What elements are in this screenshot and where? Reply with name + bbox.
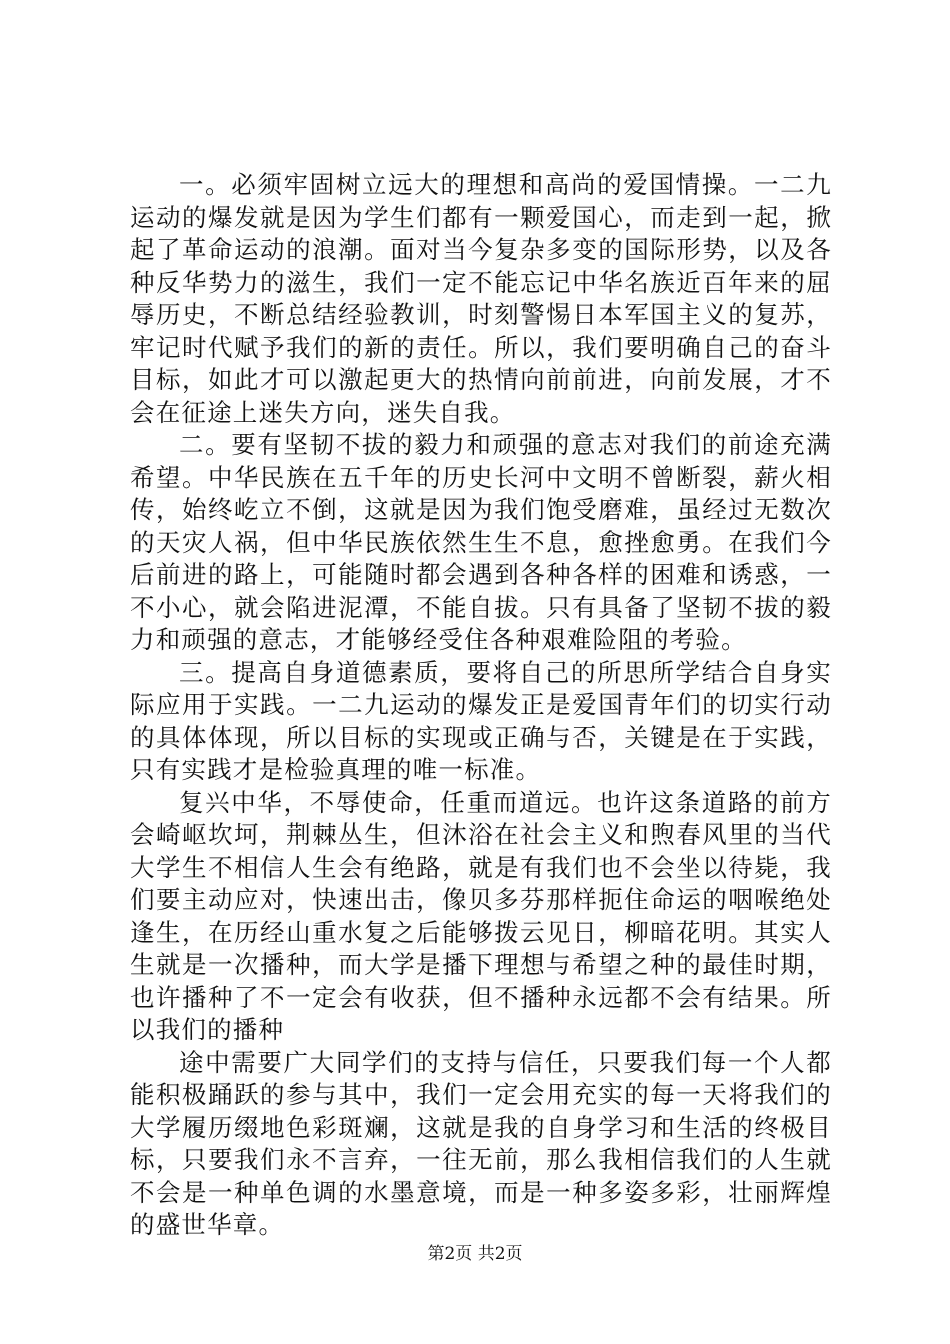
document-body	[130, 169, 832, 1242]
paragraph-2: 二。要有坚韧不拔的毅力和顽强的意志对我们的前途充满希望。中华民族在五千年的历史长河中文明不曾断裂，薪火相传，始终屹立不倒，这就是因为我们饱受磨难，虽经过无数次的天灾人祸，但中华民族依然生生不息，愈挫愈勇。在我们今后前进的路上，可能随时都会遇到各种各样的困难和诱惑，一不小心，就会陷进泥潭，不能自拔。只有具备了坚韧不拔的毅力和顽强的意志，才能够经受住各种艰难险阻的考验。	[130, 430, 832, 654]
paragraph-1: 一。必须牢固树立远大的理想和高尚的爱国情操。一二九运动的爆发就是因为学生们都有一颗爱国心，而走到一起，掀起了革命运动的浪潮。面对当今复杂多变的国际形势，以及各种反华势力的滋生，我们一定不能忘记中华名族近百年来的屈辱历史，不断总结经验教训，时刻警惕日本军国主义的复苏，牢记时代赋予我们的新的责任。所以，我们要明确自己的奋斗目标，如此才可以激起更大的热情向前前进，向前发展，才不会在征途上迷失方向，迷失自我。	[130, 170, 832, 427]
paragraph-5: 途中需要广大同学们的支持与信任，只要我们每一个人都能积极踊跃的参与其中，我们一定会用充实的每一天将我们的大学履历缀地色彩斑斓，这就是我的自身学习和生活的终极目标，只要我们永不言弃，一往无前，那么我相信我们的人生就不会是一种单色调的水墨意境，而是一种多姿多彩，壮丽辉煌的盛世华章。	[130, 1047, 832, 1239]
paragraph-4: 复兴中华，不辱使命，任重而道远。也许这条道路的前方会崎岖坎坷，荆棘丛生，但沐浴在社会主义和煦春风里的当代大学生不相信人生会有绝路，就是有我们也不会坐以待毙，我们要主动应对，快速出击，像贝多芬那样扼住命运的咽喉绝处逢生，在历经山重水复之后能够拨云见日，柳暗花明。其实人生就是一次播种，而大学是播下理想与希望之种的最佳时期，也许播种了不一定会有收获，但不播种永远都不会有结果。所以我们的播种	[130, 787, 832, 1044]
page-number-footer: 第2页 共2页	[427, 1244, 523, 1264]
paragraph-3: 三。提高自身道德素质，要将自己的所思所学结合自身实际应用于实践。一二九运动的爆发正是爱国青年们的切实行动的具体体现，所以目标的实现或正确与否，关键是在于实践，只有实践才是检验真理的唯一标准。	[130, 657, 832, 784]
